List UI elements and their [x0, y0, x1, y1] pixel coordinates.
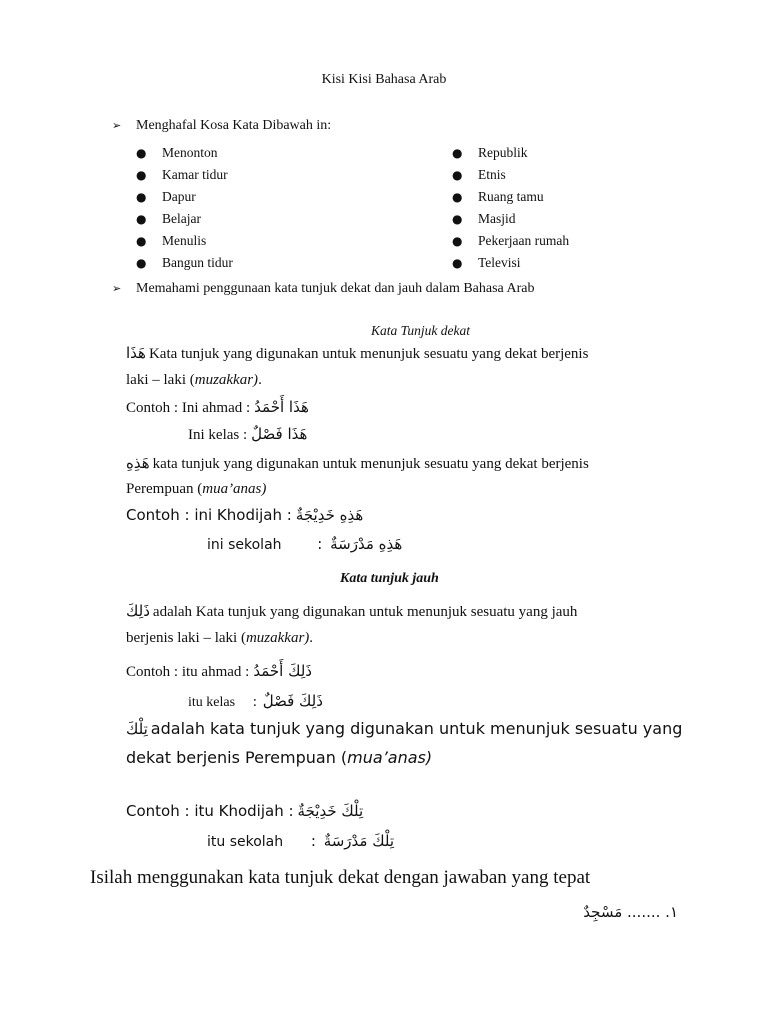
- hadza-definition-line1: هَذَا Kata tunjuk yang digunakan untuk menunjuk sesuatu yang dekat berjenis: [126, 344, 589, 362]
- hadzihi-definition-line1: هَذِهِ kata tunjuk yang digunakan untuk menunjuk sesuatu yang dekat berjenis: [126, 454, 589, 472]
- point-1-text: Menghafal Kosa Kata Dibawah in:: [136, 118, 332, 133]
- tilka-arabic: تِلْكَ: [126, 720, 148, 738]
- bullet-icon: ●: [136, 190, 147, 204]
- exercise-instruction: Isilah menggunakan kata tunjuk dekat dengan jawaban yang tepat: [90, 867, 591, 888]
- bullet-icon: ●: [136, 234, 147, 248]
- hadzihi-example-1: Contoh : ini Khodijah : هَذِهِ خَدِيْجَةٌ: [126, 506, 364, 524]
- list-item: ● Televisi: [452, 252, 569, 274]
- bullet-icon: ●: [136, 256, 147, 270]
- list-item: ● Republik: [452, 142, 569, 164]
- vocab-list-right: [452, 142, 569, 274]
- arrow-bullet-icon: ➢: [112, 119, 122, 132]
- list-item: ● Belajar: [136, 208, 233, 230]
- section-title-jauh: Kata tunjuk jauh: [340, 571, 439, 586]
- bullet-icon: ●: [136, 212, 147, 226]
- list-item: ● Pekerjaan rumah: [452, 230, 569, 252]
- point-1: [112, 118, 331, 134]
- point-2-text: Memahami penggunaan kata tunjuk dekat dan jauh dalam Bahasa Arab: [136, 281, 535, 296]
- list-item: ● Etnis: [452, 164, 569, 186]
- dzalika-definition-line2: berjenis laki – laki (muzakkar).: [126, 630, 314, 646]
- hadzihi-definition-line2: Perempuan (mua’anas): [126, 481, 267, 497]
- list-item: ● Dapur: [136, 186, 233, 208]
- bullet-icon: ●: [452, 146, 463, 160]
- section-title-dekat: Kata Tunjuk dekat: [371, 323, 470, 338]
- dzalika-example-1: Contoh : itu ahmad : ذَلِكَ أَحْمَدُ: [126, 662, 312, 680]
- tilka-example-1: Contoh : itu Khodijah : تِلْكَ خَدِيْجَةٌ: [126, 802, 364, 820]
- list-item: ● Bangun tidur: [136, 252, 233, 274]
- bullet-icon: ●: [452, 256, 463, 270]
- tilka-definition-line2: dekat berjenis Perempuan (mua’anas): [126, 748, 433, 767]
- hadzihi-example-2: ini sekolah : هَذِهِ مَدْرَسَةٌ: [207, 535, 403, 553]
- list-item: ● Menonton: [136, 142, 233, 164]
- page-title: Kisi Kisi Bahasa Arab: [321, 72, 447, 87]
- bullet-icon: ●: [136, 168, 147, 182]
- bullet-icon: ●: [452, 212, 463, 226]
- dzalika-definition-line1: ذَلِكَ adalah Kata tunjuk yang digunakan untuk menunjuk sesuatu yang jauh: [126, 602, 578, 620]
- list-item: ● Ruang tamu: [452, 186, 569, 208]
- bullet-icon: ●: [452, 168, 463, 182]
- hadza-arabic: هَذَا: [126, 344, 146, 362]
- hadzihi-arabic: هَذِهِ: [126, 454, 150, 472]
- list-item: ● Masjid: [452, 208, 569, 230]
- bullet-icon: ●: [452, 190, 463, 204]
- hadza-example-2: Ini kelas : هَذَا فَصْلٌ: [188, 425, 308, 443]
- bullet-icon: ●: [136, 146, 147, 160]
- dzalika-arabic: ذَلِكَ: [126, 602, 150, 620]
- vocab-list-left: [136, 142, 233, 274]
- arrow-bullet-icon: ➢: [112, 282, 122, 295]
- dzalika-example-2: itu kelas : ذَلِكَ فَصْلٌ: [188, 692, 323, 710]
- tilka-definition-line1: تِلْكَ adalah kata tunjuk yang digunakan untuk menunjuk sesuatu yang: [126, 719, 683, 738]
- exercise-question-1: ١. ....... مَسْجِدٌ: [583, 903, 678, 921]
- tilka-example-2: itu sekolah : تِلْكَ مَدْرَسَةٌ: [207, 832, 394, 850]
- hadza-example-1: Contoh : Ini ahmad : هَذَا أَحْمَدُ: [126, 398, 309, 416]
- list-item: ● Kamar tidur: [136, 164, 233, 186]
- hadza-definition-line2: laki – laki (muzakkar).: [126, 372, 262, 388]
- bullet-icon: ●: [452, 234, 463, 248]
- point-2: [112, 281, 534, 297]
- list-item: ● Menulis: [136, 230, 233, 252]
